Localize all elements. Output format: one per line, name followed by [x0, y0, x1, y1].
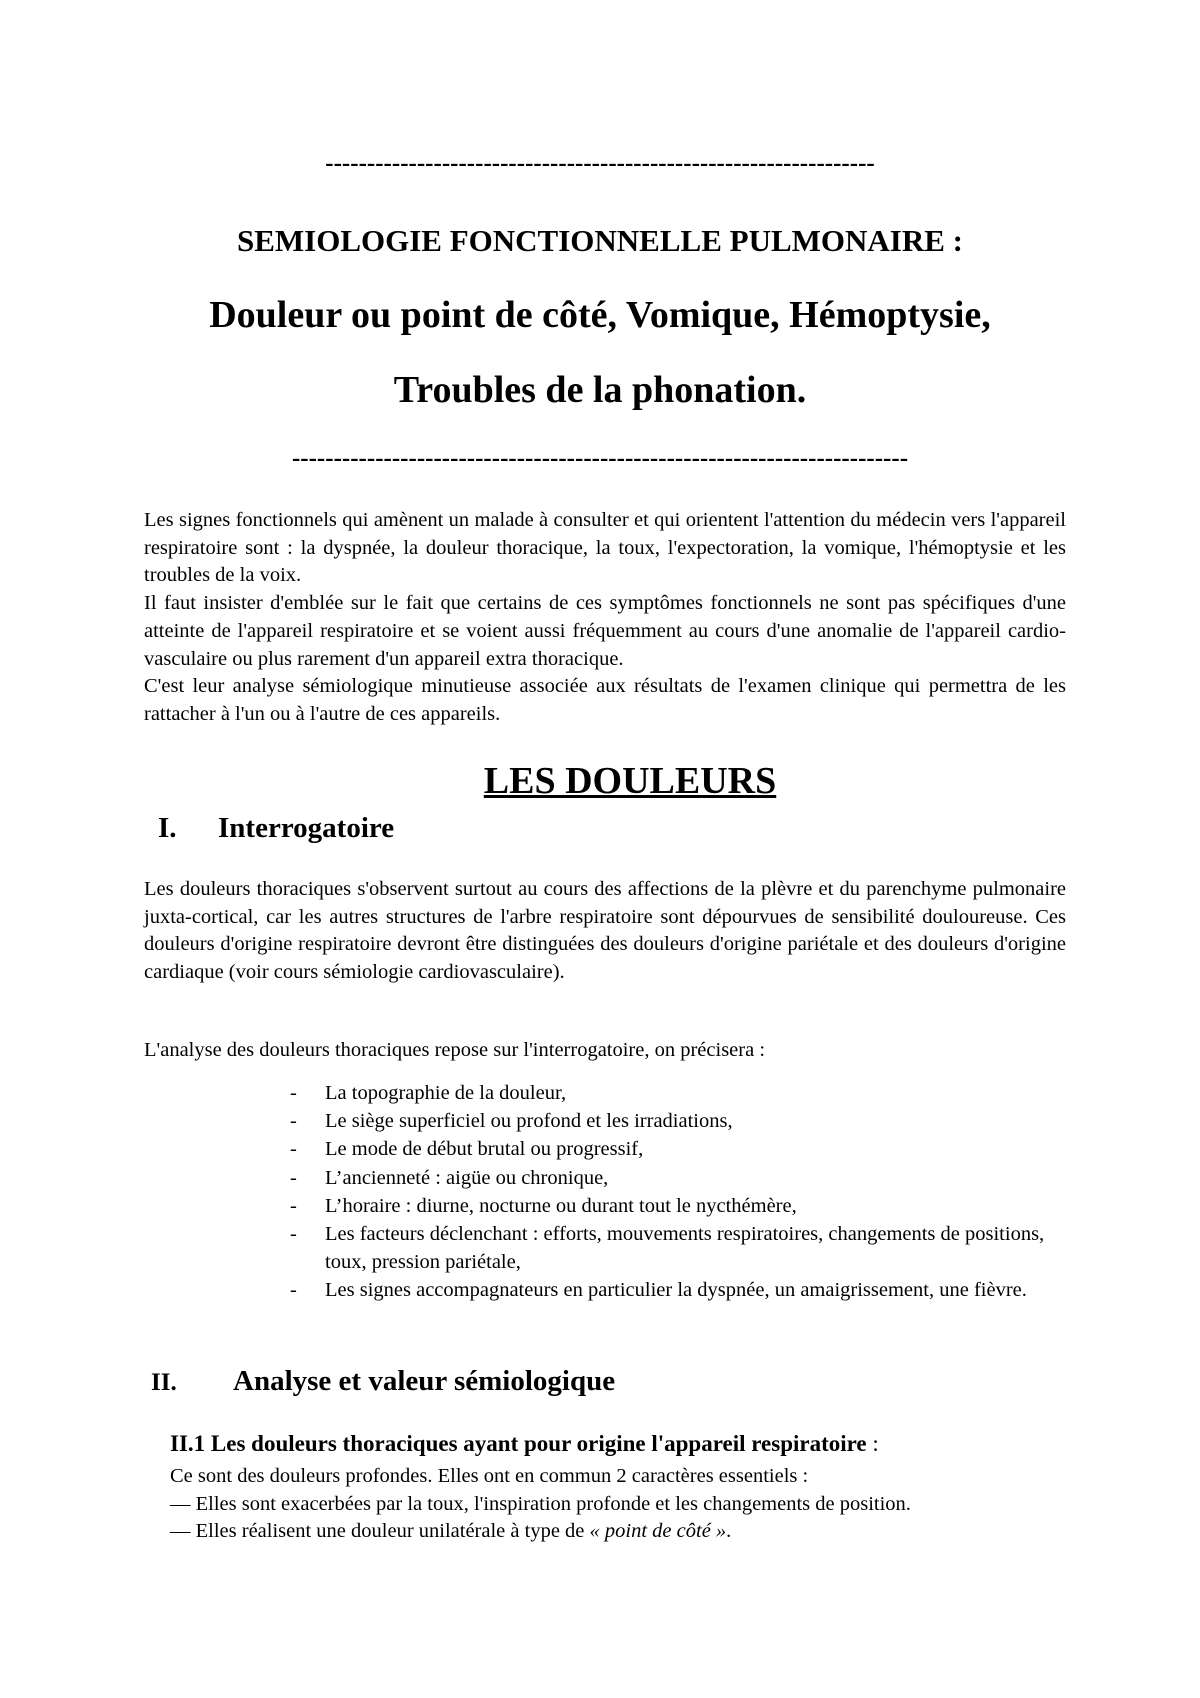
intro-paragraph-2: Il faut insister d'emblée sur le fait que certains de ces symptômes fonctionnels ne sont pas spécifiques d'une atteinte de l'appareil respiratoire et se voient aussi fréquemment au cours d'une anomalie de l'appareil cardio-vasculaire ou plus rarement d'un appareil extra thoracique.	[144, 592, 1066, 670]
criteria-list	[290, 1079, 1066, 1305]
list-item: - La topographie de la douleur,	[290, 1079, 1066, 1107]
separator-top: ------------------------------------------------------------------	[325, 150, 875, 177]
paragraph-douleurs: Les douleurs thoraciques s'observent surtout au cours des affections de la plèvre et du parenchyme pulmonaire juxta-cortical, car les autres structures de l'arbre respiratoire sont dépourvues de sensibilité douloureuse. Ces douleurs d'origine respiratoire devront être distinguées des douleurs d'origine pariétale et des douleurs d'origine cardiaque (voir cours sémiologie cardiovasculaire).	[144, 878, 1066, 984]
list-item: - Les signes accompagnateurs en particulier la dyspnée, un amaigrissement, une fièvre.	[290, 1276, 1066, 1304]
intro-paragraph-3: C'est leur analyse sémiologique minutieuse associée aux résultats de l'examen clinique qui permettra de les rattacher à l'un ou à l'autre de ces appareils.	[144, 675, 1066, 725]
document-title: SEMIOLOGIE FONCTIONNELLE PULMONAIRE :	[236, 223, 963, 258]
text-line-3: — Elles réalisent une douleur unilatérale à type de « point de côté ».	[170, 1520, 732, 1542]
bullet-marker: -	[290, 1082, 297, 1104]
bullet-marker: -	[290, 1194, 297, 1217]
list-item: - Les facteurs déclenchant : efforts, mouvements respiratoires, changements de positions, toux, pression pariétale,	[290, 1220, 1066, 1276]
list-item: - L’horaire : diurne, nocturne ou durant tout le nycthémère,	[290, 1192, 1066, 1220]
heading-number: II.	[151, 1369, 177, 1396]
subheading-text: II.1 Les douleurs thoraciques ayant pour origine l'appareil respiratoire	[170, 1431, 867, 1456]
separator-bottom: --------------------------------------------------------------------------	[291, 445, 909, 472]
text-line-2: — Elles sont exacerbées par la toux, l'inspiration profonde et les changements de position.	[170, 1492, 911, 1515]
respiratory-pain-text	[170, 1463, 1070, 1546]
bullet-marker: -	[290, 1223, 297, 1246]
text-line-1: Ce sont des douleurs profondes. Elles ont en commun 2 caractères essentiels :	[170, 1465, 809, 1487]
list-item: - L’ancienneté : aigüe ou chronique,	[290, 1164, 1066, 1192]
bullet-marker: -	[290, 1279, 297, 1302]
point-de-cote-term: « point de côté »	[589, 1520, 727, 1542]
subheading-colon: :	[866, 1431, 879, 1456]
document-subtitle-line1: Douleur ou point de côté, Vomique, Hémoptysie,	[209, 294, 991, 336]
heading-text: Interrogatoire	[218, 812, 395, 844]
intro-text	[144, 507, 1066, 729]
intro-paragraph-1: Les signes fonctionnels qui amènent un malade à consulter et qui orientent l'attention du médecin vers l'appareil respiratoire sont : la dyspnée, la douleur thoracique, la toux, l'expectoration, la vomique, l'hémoptysie et les troubles de la voix.	[144, 509, 1066, 587]
bullet-marker: -	[290, 1138, 297, 1161]
paragraph-analyse-intro: L'analyse des douleurs thoraciques repose sur l'interrogatoire, on précisera :	[144, 1039, 766, 1061]
heading-analyse	[151, 1365, 615, 1398]
bullet-marker: -	[290, 1166, 297, 1189]
section-title: LES DOULEURS	[483, 760, 777, 802]
document-subtitle-line2: Troubles de la phonation.	[393, 369, 807, 411]
list-item: - Le mode de début brutal ou progressif,	[290, 1135, 1066, 1163]
heading-text: Analyse et valeur sémiologique	[233, 1365, 616, 1397]
heading-interrogatoire	[158, 812, 394, 845]
subheading-respiratory-pain	[170, 1430, 1070, 1458]
bullet-marker: -	[290, 1110, 297, 1133]
list-item: - Le siège superficiel ou profond et les irradiations,	[290, 1107, 1066, 1135]
heading-number: I.	[158, 812, 177, 844]
